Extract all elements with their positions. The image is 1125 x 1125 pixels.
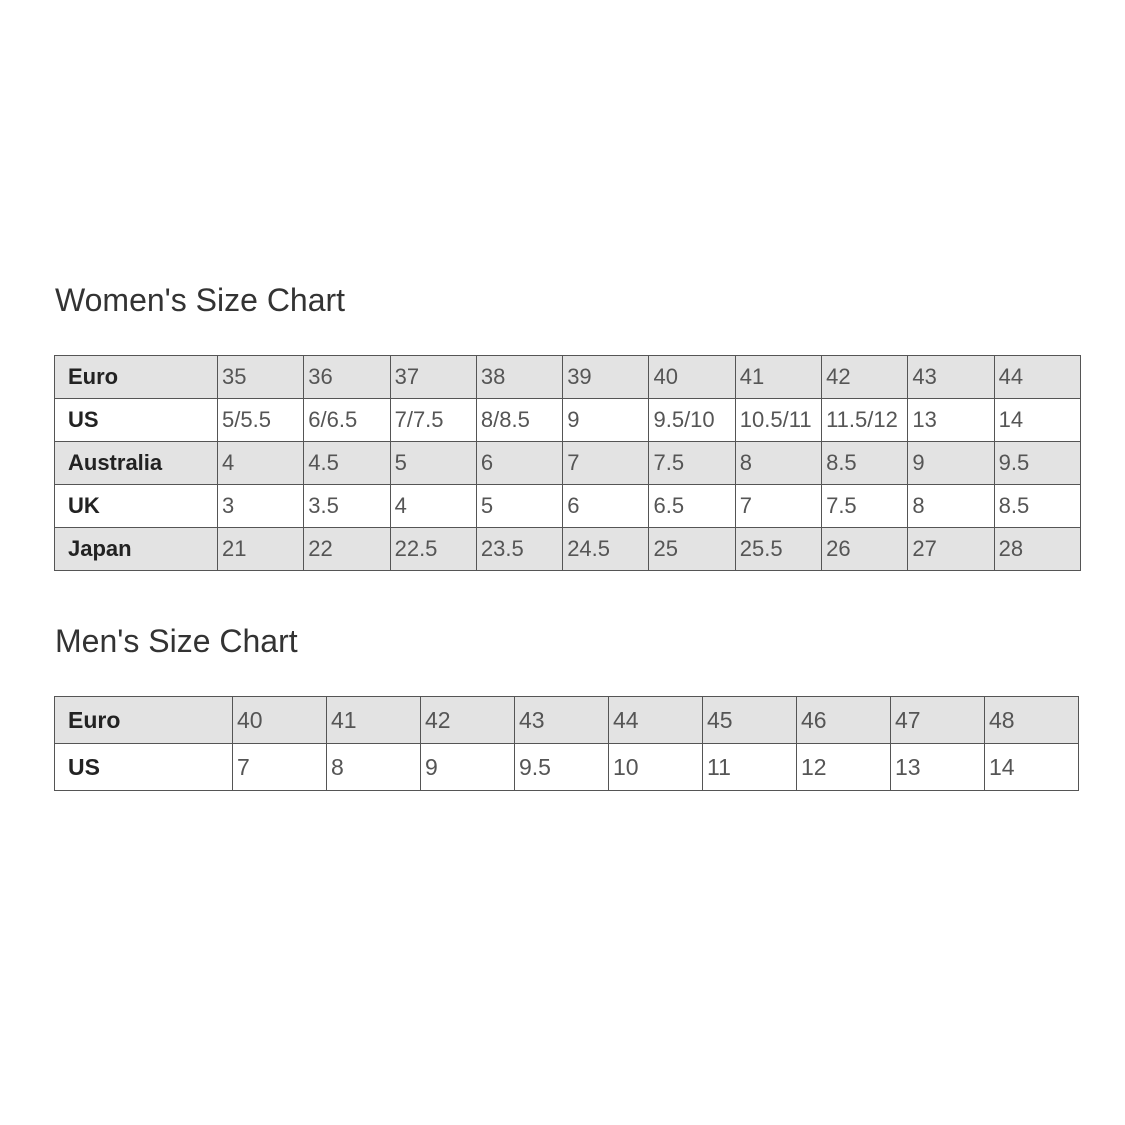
size-cell: 5 bbox=[476, 485, 562, 528]
size-cell: 7 bbox=[563, 442, 649, 485]
row-label: Australia bbox=[55, 442, 218, 485]
womens-table-body bbox=[55, 356, 1081, 571]
size-cell: 27 bbox=[908, 528, 994, 571]
size-cell: 5/5.5 bbox=[218, 399, 304, 442]
size-cell: 45 bbox=[703, 697, 797, 744]
size-cell: 42 bbox=[421, 697, 515, 744]
size-cell: 6.5 bbox=[649, 485, 735, 528]
size-cell: 40 bbox=[233, 697, 327, 744]
size-cell: 7 bbox=[735, 485, 821, 528]
row-label: UK bbox=[55, 485, 218, 528]
size-cell: 46 bbox=[797, 697, 891, 744]
size-cell: 13 bbox=[891, 744, 985, 791]
size-cell: 4.5 bbox=[304, 442, 390, 485]
size-cell: 47 bbox=[891, 697, 985, 744]
size-cell: 9.5/10 bbox=[649, 399, 735, 442]
size-cell: 3.5 bbox=[304, 485, 390, 528]
size-cell: 11.5/12 bbox=[822, 399, 908, 442]
size-cell: 14 bbox=[994, 399, 1080, 442]
size-cell: 42 bbox=[822, 356, 908, 399]
size-cell: 9 bbox=[563, 399, 649, 442]
size-cell: 38 bbox=[476, 356, 562, 399]
size-cell: 9 bbox=[421, 744, 515, 791]
size-cell: 22 bbox=[304, 528, 390, 571]
size-cell: 48 bbox=[985, 697, 1079, 744]
size-cell: 8 bbox=[908, 485, 994, 528]
mens-size-chart-title: Men's Size Chart bbox=[55, 623, 298, 659]
size-cell: 7.5 bbox=[822, 485, 908, 528]
size-cell: 43 bbox=[515, 697, 609, 744]
table-row bbox=[55, 399, 1081, 442]
table-row bbox=[55, 697, 1079, 744]
size-cell: 10 bbox=[609, 744, 703, 791]
row-label: Euro bbox=[55, 697, 233, 744]
size-cell: 25.5 bbox=[735, 528, 821, 571]
mens-size-table bbox=[54, 696, 1079, 791]
size-cell: 6 bbox=[476, 442, 562, 485]
size-cell: 12 bbox=[797, 744, 891, 791]
row-label: US bbox=[55, 744, 233, 791]
size-cell: 7 bbox=[233, 744, 327, 791]
size-cell: 8.5 bbox=[994, 485, 1080, 528]
size-cell: 44 bbox=[994, 356, 1080, 399]
size-cell: 6 bbox=[563, 485, 649, 528]
size-cell: 3 bbox=[218, 485, 304, 528]
size-cell: 10.5/11 bbox=[735, 399, 821, 442]
size-cell: 8/8.5 bbox=[476, 399, 562, 442]
mens-table-body bbox=[55, 697, 1079, 791]
womens-size-chart-title: Women's Size Chart bbox=[55, 282, 346, 318]
size-cell: 11 bbox=[703, 744, 797, 791]
size-cell: 9 bbox=[908, 442, 994, 485]
size-cell: 43 bbox=[908, 356, 994, 399]
size-cell: 25 bbox=[649, 528, 735, 571]
size-cell: 7/7.5 bbox=[390, 399, 476, 442]
size-cell: 21 bbox=[218, 528, 304, 571]
table-row bbox=[55, 528, 1081, 571]
womens-size-table bbox=[54, 355, 1081, 571]
table-row bbox=[55, 744, 1079, 791]
size-cell: 7.5 bbox=[649, 442, 735, 485]
row-label: US bbox=[55, 399, 218, 442]
size-cell: 41 bbox=[327, 697, 421, 744]
row-label: Euro bbox=[55, 356, 218, 399]
size-cell: 28 bbox=[994, 528, 1080, 571]
size-cell: 22.5 bbox=[390, 528, 476, 571]
size-cell: 5 bbox=[390, 442, 476, 485]
row-label: Japan bbox=[55, 528, 218, 571]
size-cell: 26 bbox=[822, 528, 908, 571]
size-cell: 13 bbox=[908, 399, 994, 442]
size-cell: 14 bbox=[985, 744, 1079, 791]
size-cell: 9.5 bbox=[994, 442, 1080, 485]
size-cell: 40 bbox=[649, 356, 735, 399]
size-cell: 44 bbox=[609, 697, 703, 744]
size-cell: 37 bbox=[390, 356, 476, 399]
size-cell: 8 bbox=[327, 744, 421, 791]
table-row bbox=[55, 356, 1081, 399]
size-cell: 4 bbox=[218, 442, 304, 485]
size-cell: 6/6.5 bbox=[304, 399, 390, 442]
size-cell: 39 bbox=[563, 356, 649, 399]
size-cell: 36 bbox=[304, 356, 390, 399]
size-cell: 8 bbox=[735, 442, 821, 485]
table-row bbox=[55, 442, 1081, 485]
size-cell: 35 bbox=[218, 356, 304, 399]
size-cell: 24.5 bbox=[563, 528, 649, 571]
size-cell: 41 bbox=[735, 356, 821, 399]
size-cell: 9.5 bbox=[515, 744, 609, 791]
table-row bbox=[55, 485, 1081, 528]
size-cell: 8.5 bbox=[822, 442, 908, 485]
size-cell: 23.5 bbox=[476, 528, 562, 571]
size-cell: 4 bbox=[390, 485, 476, 528]
